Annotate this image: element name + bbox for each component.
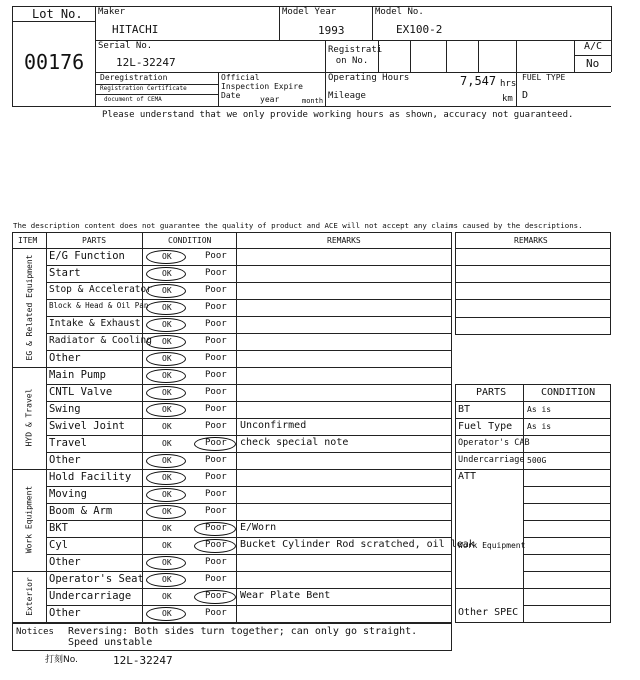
- reg-cert-label: Registration Certificate: [100, 85, 187, 92]
- work-equipment-label: Work Equipment: [458, 541, 526, 550]
- table-row-part: Cyl: [49, 539, 68, 551]
- other-spec-label: Other SPEC: [458, 607, 519, 618]
- model-year-value: 1993: [318, 24, 345, 37]
- condition-ok: OK: [162, 473, 172, 482]
- table-row-part: Radiator & Cooling: [49, 335, 152, 346]
- header-remarks: REMARKS: [327, 236, 361, 245]
- condition-poor: Poor: [205, 591, 227, 601]
- notices-text: Reversing: Both sides turn together; can only go straight. Speed unstable: [68, 626, 418, 648]
- condition-poor: Poor: [205, 438, 227, 448]
- right-remarks-header: REMARKS: [514, 236, 548, 245]
- ok-circle: [146, 556, 186, 570]
- condition-poor: Poor: [205, 319, 227, 329]
- ac-value: No: [586, 57, 600, 70]
- condition-ok: OK: [162, 558, 172, 567]
- stamp-value: 12L-32247: [113, 654, 173, 667]
- right-parts-row-part: BT: [458, 404, 471, 415]
- condition-ok: OK: [162, 388, 172, 397]
- right-parts-row-part: Undercarriage: [458, 455, 525, 465]
- ok-circle: [146, 471, 186, 485]
- operating-hours-value: 7,547: [460, 74, 497, 88]
- ok-circle: [146, 284, 186, 298]
- table-row-remark: Wear Plate Bent: [240, 590, 331, 601]
- condition-ok: OK: [162, 507, 172, 516]
- condition-poor: Poor: [205, 370, 227, 380]
- item-group-label: EG & Related Equipment: [24, 254, 34, 360]
- table-row-part: Other: [49, 454, 81, 466]
- header-parts: PARTS: [82, 236, 107, 245]
- condition-ok: OK: [162, 439, 172, 448]
- mileage-label: Mileage: [328, 91, 366, 101]
- table-row-part: Intake & Exhaust: [49, 318, 141, 329]
- year-label: year: [260, 95, 280, 104]
- condition-poor: Poor: [205, 608, 227, 618]
- stamp-label: 打刻No.: [45, 655, 78, 665]
- ok-circle: [146, 352, 186, 366]
- month-label: month: [302, 97, 324, 105]
- table-row-part: Undercarriage: [49, 590, 132, 602]
- condition-poor: Poor: [205, 523, 227, 533]
- disclaimer: The description content does not guarantee the quality of product and ACE will not accept any claims caused by the descriptions.: [13, 221, 583, 230]
- item-group-label: Work Equipment: [24, 485, 34, 554]
- right-condition-header: CONDITION: [541, 387, 596, 398]
- table-row-part: Boom & Arm: [49, 505, 113, 517]
- maker-label: Maker: [98, 7, 126, 17]
- table-row-remark: E/Worn: [240, 522, 277, 533]
- table-row-remark: Bucket Cylinder Rod scratched, oil leak: [240, 539, 475, 550]
- condition-ok: OK: [162, 609, 172, 618]
- condition-ok: OK: [162, 337, 172, 346]
- km-label: km: [502, 94, 513, 104]
- right-parts-header: PARTS: [476, 387, 507, 398]
- condition-poor: Poor: [205, 472, 227, 482]
- condition-poor: Poor: [205, 540, 227, 550]
- table-row-part: Other: [49, 352, 81, 364]
- lot-number: 00176: [24, 50, 85, 74]
- deregistration-label: Deregistration: [100, 73, 168, 82]
- hrs-label: hrs: [500, 79, 517, 89]
- condition-ok: OK: [162, 575, 172, 584]
- table-row-part: Operator's Seat: [49, 573, 144, 585]
- table-row-part: Other: [49, 607, 81, 619]
- condition-ok: OK: [162, 252, 172, 261]
- ok-circle: [146, 607, 186, 621]
- condition-poor: Poor: [205, 336, 227, 346]
- model-no-label: Model No.: [375, 7, 424, 17]
- condition-poor: Poor: [205, 387, 227, 397]
- condition-ok: OK: [162, 456, 172, 465]
- right-parts-row-part: Fuel Type: [458, 421, 513, 432]
- serial-label: Serial No.: [98, 41, 153, 51]
- condition-poor: Poor: [205, 302, 227, 312]
- lot-label: Lot No.: [32, 7, 83, 21]
- ok-circle: [146, 267, 186, 281]
- poor-circle: [194, 437, 236, 451]
- model-no-value: EX100-2: [396, 23, 443, 36]
- registration-label: Registrati on No.: [328, 45, 383, 66]
- table-row-part: Hold Facility: [49, 471, 132, 483]
- table-row-part: E/G Function: [49, 250, 125, 262]
- condition-ok: OK: [162, 303, 172, 312]
- ok-circle: [146, 454, 186, 468]
- ac-label: A/C: [584, 41, 603, 52]
- hours-note: Please understand that we only provide working hours as shown, accuracy not guaranteed.: [102, 110, 574, 120]
- right-parts-row-condition: As is: [527, 422, 552, 431]
- condition-ok: OK: [162, 490, 172, 499]
- poor-circle: [194, 539, 236, 553]
- condition-ok: OK: [162, 286, 172, 295]
- ok-circle: [146, 403, 186, 417]
- fuel-type-label: FUEL TYPE: [522, 73, 566, 82]
- table-row-part: Block & Head & Oil Pan: [49, 301, 149, 310]
- poor-circle: [194, 522, 236, 536]
- ok-circle: [146, 301, 186, 315]
- table-row-part: Travel: [49, 437, 87, 449]
- fuel-type-value: D: [522, 90, 529, 101]
- ok-circle: [146, 488, 186, 502]
- condition-poor: Poor: [205, 421, 227, 431]
- condition-ok: OK: [162, 541, 172, 550]
- condition-poor: Poor: [205, 489, 227, 499]
- operating-hours-label: Operating Hours: [328, 73, 410, 83]
- ok-circle: [146, 250, 186, 264]
- ok-circle: [146, 335, 186, 349]
- cema-label: document of CEMA: [104, 96, 162, 103]
- condition-poor: Poor: [205, 404, 227, 414]
- condition-poor: Poor: [205, 557, 227, 567]
- right-parts-row-part: Operator's CAB: [458, 438, 530, 448]
- condition-poor: Poor: [205, 455, 227, 465]
- header-item: ITEM: [18, 236, 38, 245]
- table-row-part: Start: [49, 267, 81, 279]
- condition-ok: OK: [162, 524, 172, 533]
- ok-circle: [146, 505, 186, 519]
- table-row-part: CNTL Valve: [49, 386, 113, 398]
- att-label: ATT: [458, 471, 477, 482]
- ok-circle: [146, 573, 186, 587]
- ok-circle: [146, 318, 186, 332]
- condition-ok: OK: [162, 354, 172, 363]
- inspection-label: Official Inspection Expire Date: [221, 73, 303, 100]
- table-row-remark: check special note: [240, 437, 349, 448]
- header-condition: CONDITION: [168, 236, 212, 245]
- condition-poor: Poor: [205, 268, 227, 278]
- ok-circle: [146, 386, 186, 400]
- item-group-label: HYD & Travel: [24, 388, 34, 447]
- ok-circle: [146, 369, 186, 383]
- table-row-part: Main Pump: [49, 369, 106, 381]
- table-row-part: BKT: [49, 522, 68, 534]
- right-parts-row-condition: 500G: [527, 456, 547, 465]
- notices-label: Notices: [16, 627, 54, 637]
- table-row-part: Swivel Joint: [49, 420, 125, 432]
- right-parts-row-condition: As is: [527, 405, 552, 414]
- condition-poor: Poor: [205, 353, 227, 363]
- table-row-part: Swing: [49, 403, 81, 415]
- table-row-part: Moving: [49, 488, 87, 500]
- table-row-part: Other: [49, 556, 81, 568]
- condition-ok: OK: [162, 371, 172, 380]
- condition-poor: Poor: [205, 251, 227, 261]
- model-year-label: Model Year: [282, 7, 337, 17]
- item-group-label: Exterior: [24, 576, 34, 616]
- condition-ok: OK: [162, 592, 172, 601]
- condition-ok: OK: [162, 320, 172, 329]
- poor-circle: [194, 590, 236, 604]
- condition-ok: OK: [162, 405, 172, 414]
- serial-value: 12L-32247: [116, 56, 176, 69]
- table-row-remark: Unconfirmed: [240, 420, 307, 431]
- condition-ok: OK: [162, 269, 172, 278]
- maker-value: HITACHI: [112, 23, 159, 36]
- condition-poor: Poor: [205, 506, 227, 516]
- condition-poor: Poor: [205, 574, 227, 584]
- table-row-part: Stop & Accelerator: [49, 284, 152, 295]
- condition-ok: OK: [162, 422, 172, 431]
- condition-poor: Poor: [205, 285, 227, 295]
